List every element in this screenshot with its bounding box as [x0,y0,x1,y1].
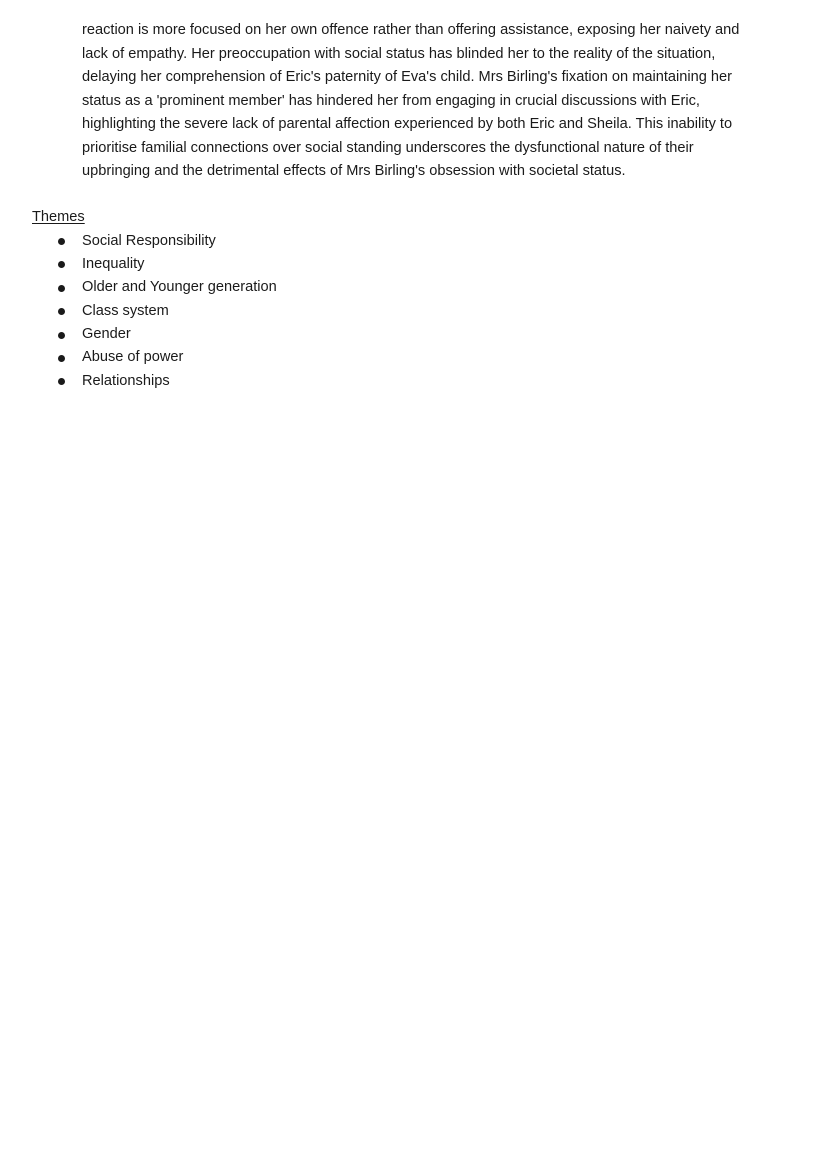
paragraph-line: status as a 'prominent member' has hindered her from engaging in crucial discussions with Eric, [82,92,700,109]
bullet-icon [58,308,65,315]
theme-label: Relationships [82,372,170,389]
paragraph-line: lack of empathy. Her preoccupation with social status has blinded her to the reality of the situation, [82,45,716,62]
bullet-icon [58,285,65,292]
paragraph-line: highlighting the severe lack of parental affection experienced by both Eric and Sheila. This inability to [82,116,733,132]
theme-label: Abuse of power [82,349,184,366]
theme-label: Older and Younger generation [82,279,277,296]
bullet-icon [58,378,65,385]
bullet-icon [58,238,65,245]
body-paragraph [82,19,782,184]
bullet-icon [58,261,65,268]
theme-label: Class system [82,302,169,319]
paragraph-line: delaying her comprehension of Eric's paternity of Eva's child. Mrs Birling's fixation on maintaining her [82,69,732,85]
theme-label: Gender [82,326,131,343]
paragraph-line: upbringing and the detrimental effects of Mrs Birling's obsession with societal status. [82,163,626,179]
theme-label: Social Responsibility [82,232,216,249]
paragraph-line: reaction is more focused on her own offence rather than offering assistance, exposing her naivety and [82,22,740,38]
bullet-icon [58,332,65,339]
theme-label: Inequality [82,255,145,272]
themes-heading: Themes [32,209,85,225]
bullet-icon [58,355,65,362]
paragraph-line: prioritise familial connections over social standing underscores the dysfunctional nature of their [82,139,694,156]
